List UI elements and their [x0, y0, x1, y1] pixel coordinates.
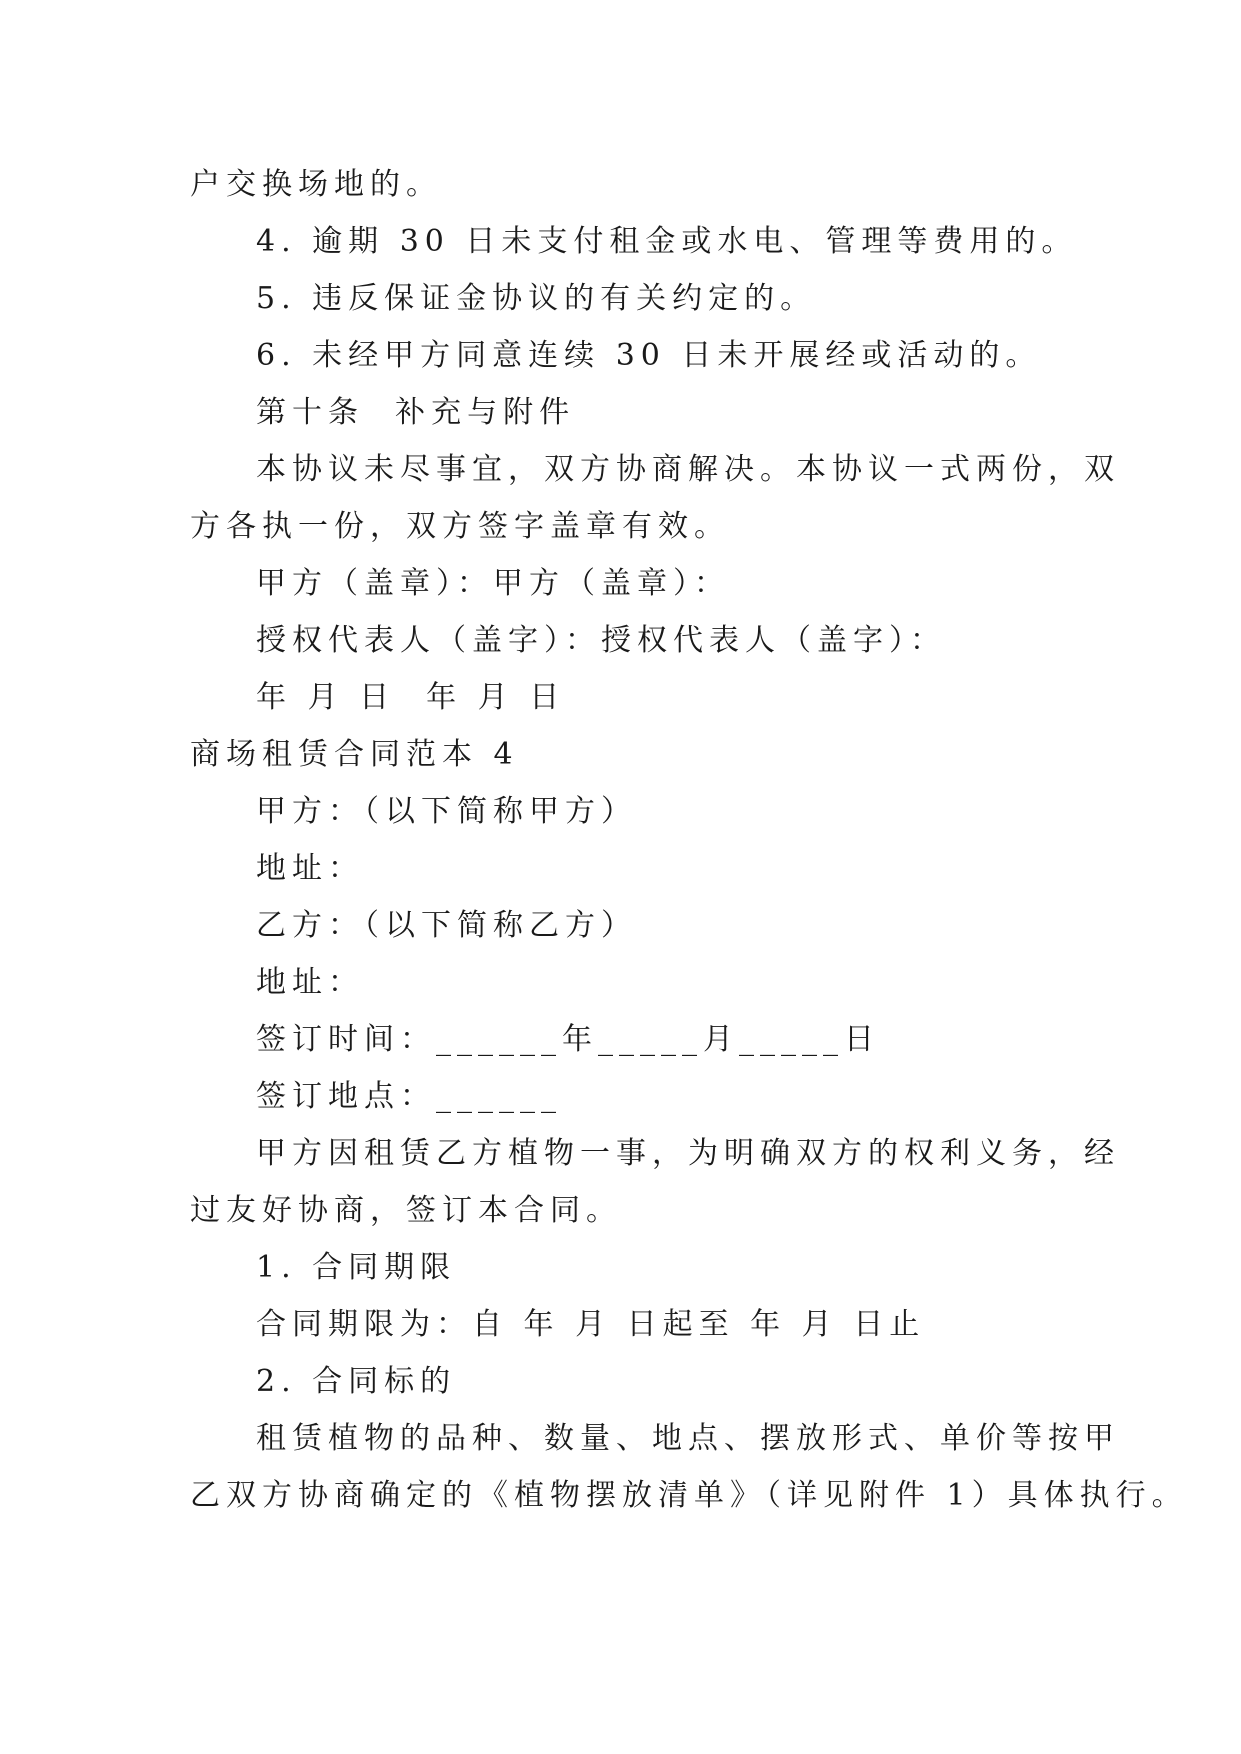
section-heading: 第十条 补充与附件 [256, 395, 576, 430]
list-item-6: 6. 未经甲方同意连续 30 日未开展经或活动的。 [256, 338, 1042, 373]
paragraph-line: 乙双方协商确定的《植物摆放清单》（详见附件 1）具体执行。 [190, 1478, 1188, 1513]
date-line: 年 月 日 年 月 日 [256, 680, 566, 715]
paragraph-line: 方各执一份，双方签字盖章有效。 [190, 509, 730, 544]
document-title: 商场租赁合同范本 4 [190, 737, 519, 772]
paragraph-line: 过友好协商，签订本合同。 [190, 1193, 622, 1228]
paragraph-line: 本协议未尽事宜，双方协商解决。本协议一式两份，双 [256, 452, 1120, 487]
list-item-5: 5. 违反保证金协议的有关约定的。 [256, 281, 817, 316]
paragraph-line: 户交换场地的。 [190, 167, 442, 202]
address-line: 地址： [256, 965, 364, 1000]
paragraph-line: 合同期限为：自 年 月 日起至 年 月 日止 [256, 1307, 926, 1342]
list-item-4: 4. 逾期 30 日未支付租金或水电、管理等费用的。 [256, 224, 1078, 259]
address-line: 地址： [256, 851, 364, 886]
signature-line: 授权代表人（盖字）：授权代表人（盖字）： [256, 623, 946, 658]
party-a-line: 甲方：（以下简称甲方） [256, 794, 637, 829]
clause-heading: 1. 合同期限 [256, 1250, 457, 1285]
signature-line: 甲方（盖章）：甲方（盖章）： [256, 566, 730, 601]
paragraph-line: 甲方因租赁乙方植物一事，为明确双方的权利义务，经 [256, 1136, 1120, 1171]
clause-heading: 2. 合同标的 [256, 1364, 457, 1399]
signing-time-line: 签订时间：______年_____月_____日 [256, 1022, 880, 1057]
party-b-line: 乙方：（以下简称乙方） [256, 908, 637, 943]
paragraph-line: 租赁植物的品种、数量、地点、摆放形式、单价等按甲 [256, 1421, 1120, 1456]
signing-place-line: 签订地点：______ [256, 1079, 562, 1114]
